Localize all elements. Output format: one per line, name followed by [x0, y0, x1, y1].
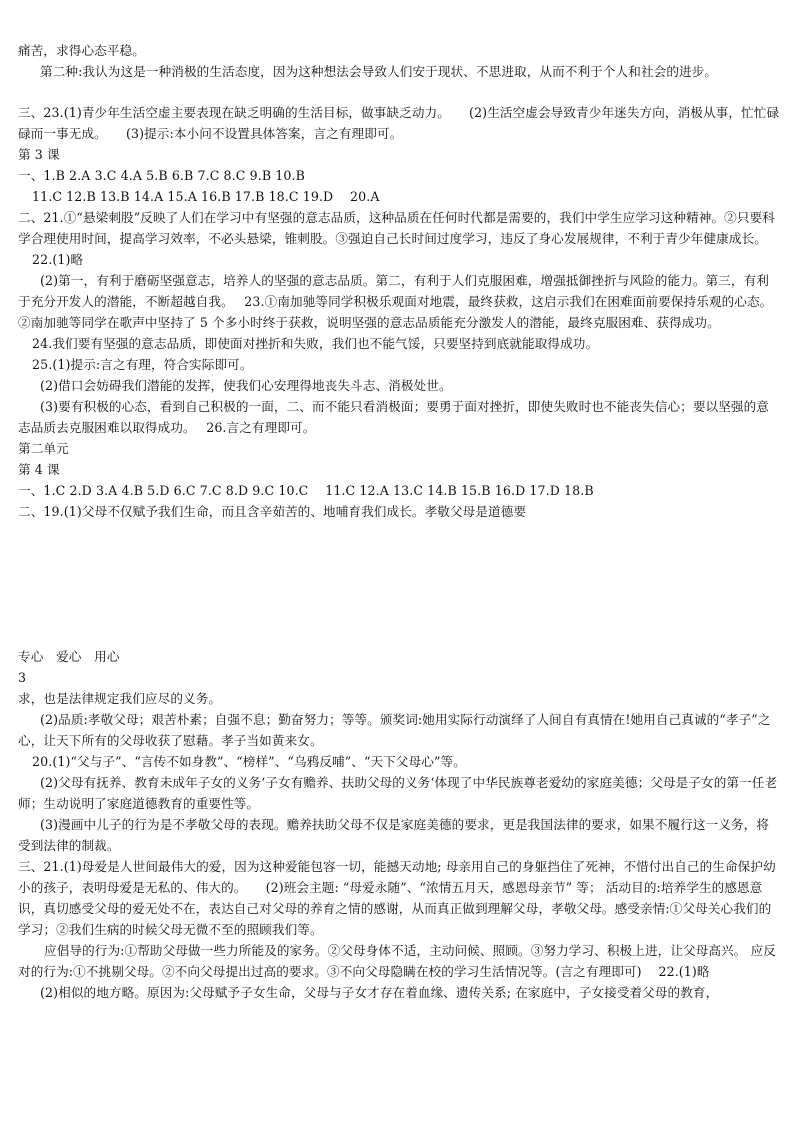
question-22-23: (2)第一，有利于磨砺坚强意志，培养人的坚强的意志品质。第二，有利于人们克服困难，增强抵御挫折与风险的能力。第三，有利于充分开发人的潜能，不断超越自我。 23.①南加驰等同学积极乐观面对地震，最终获救，这启示我们在困难面前要保持乐观的心态。②南加驰等同学在歌声中坚持了 5 个多小时终于获救，说明坚强的意志品质能充分激发人的潜能，最终克服困难、获得成功。 [18, 273, 773, 330]
question-22: 22.(1)略 [32, 252, 84, 267]
question-25: (2)借口会妨碍我们潜能的发挥，使我们心安理得地丧失斗志、消极处世。 [40, 378, 452, 393]
question-21: 二、21.①“悬梁刺股”反映了人们在学习中有坚强的意志品质，这种品质在任何时代都是需要的，我们中学生应学习这种精神。②只要科学合理使用时间，提高学习效率，不必头悬梁，锥刺股。③强迫自己长时间过度学习，违反了身心发展规律，不利于青少年健康成长。 [18, 210, 775, 246]
text-line: 痛苦，求得心态平稳。 [18, 43, 145, 58]
document-page [18, 40, 780, 1003]
lesson-title: 第 4 课 [18, 462, 60, 477]
mc-answers: 一、1.B 2.A 3.C 4.A 5.B 6.B 7.C 8.C 9.B 10.B [18, 168, 305, 183]
question-20: 20.(1)“父与子”、“言传不如身教”、“榜样”、“乌鸦反哺”、“天下父母心”等。 [32, 754, 466, 769]
question-22: (2)相似的地方略。原因为:父母赋予子女生命，父母与子女才存在着血缘、遗传关系; 在家庭中，子女接受着父母的教育， [40, 985, 719, 1000]
page-number: 3 [18, 670, 27, 685]
text-line: 求，也是法律规定我们应尽的义务。 [18, 691, 222, 706]
question-25-26: (3)要有积极的心态，看到自己积极的一面，二、而不能只看消极面；要勇于面对挫折，即使失败时也不能丧失信心；要以坚强的意志品质去克服困难以取得成功。 26.言之有理即可。 [18, 399, 769, 435]
lesson-title: 第 3 课 [18, 147, 60, 162]
mc-answers: 11.C 12.B 13.B 14.A 15.A 16.B 17.B 18.C 19.D 20.A [32, 189, 380, 204]
question-24: 24.我们要有坚强的意志品质，即使面对挫折和失败，我们也不能气馁，只要坚持到底就能取得成功。 [32, 336, 599, 351]
footer-motto: 专心 爱心 用心 [18, 649, 120, 664]
question-23: 三、23.(1)青少年生活空虚主要表现在缺乏明确的生活目标，做事缺乏动力。 (2)生活空虚会导致青少年迷失方向，消极从事，忙忙碌碌而一事无成。 (3)提示:本小问不设置具体答案，言之有理即可。 [18, 105, 780, 141]
question-21-22: 应倡导的行为:①帮助父母做一些力所能及的家务。②父母身体不适，主动问候、照顾。③努力学习、积极上进，让父母高兴。 应反对的行为:①不挑剔父母。②不向父母提出过高的要求。③不向父母隐瞒在校的学习生活情况等。(言之有理即可) 22.(1)略 [18, 943, 776, 979]
text-paragraph: (2)品质:孝敬父母；艰苦朴素；自强不息；勤奋努力；等等。颁奖词:她用实际行动演绎了人间自有真情在!她用自己真诚的“孝子”之心，让天下所有的父母收获了慰藉。孝子当如黄来女。 [18, 712, 771, 748]
mc-answers: 一、1.C 2.D 3.A 4.B 5.D 6.C 7.C 8.D 9.C 10.C 11.C 12.A 13.C 14.B 15.B 16.D 17.D 18.B [18, 483, 594, 498]
question-20: (3)漫画中儿子的行为是不孝敬父母的表现。赡养扶助父母不仅是家庭美德的要求，更是我国法律的要求，如果不履行这一义务，将受到法律的制裁。 [18, 817, 769, 853]
text-paragraph: 第二种:我认为这是一种消极的生活态度，因为这种想法会导致人们安于现状、不思进取，从而不利于个人和社会的进步。 [40, 64, 718, 79]
unit-title: 第二单元 [18, 441, 69, 456]
question-20: (2)父母有抚养、教育未成年子女的义务‘子女有赡养、扶助父母的义务‘体现了中华民族尊老爱幼的家庭美德；父母是子女的第一任老师；生动说明了家庭道德教育的重要性等。 [18, 775, 778, 811]
page-break-gap [18, 522, 780, 646]
spacer [18, 82, 780, 102]
question-19: 二、19.(1)父母不仅赋予我们生命，而且含辛茹苦的、地哺育我们成长。孝敬父母是道德要 [18, 504, 527, 519]
question-21: 三、21.(1)母爱是人世间最伟大的爱，因为这种爱能包容一切，能撼天动地; 母亲用自己的身躯挡住了死神，不惜付出自己的生命保护幼小的孩子，表明母爱是无私的、伟大的。 (2)班会主题: “母爱永随”、“浓情五月天，感恩母亲节” 等； 活动目的:培养学生的感恩意识，真切感受父母的爱无处不在，表达自己对父母的养育之情的感谢，从而真正做到理解父母，孝敬父母。感受亲情:①父母关心我们的学习；②我们生病的时候父母无微不至的照顾我们等。 [18, 859, 776, 937]
question-25: 25.(1)提示:言之有理，符合实际即可。 [32, 357, 253, 372]
